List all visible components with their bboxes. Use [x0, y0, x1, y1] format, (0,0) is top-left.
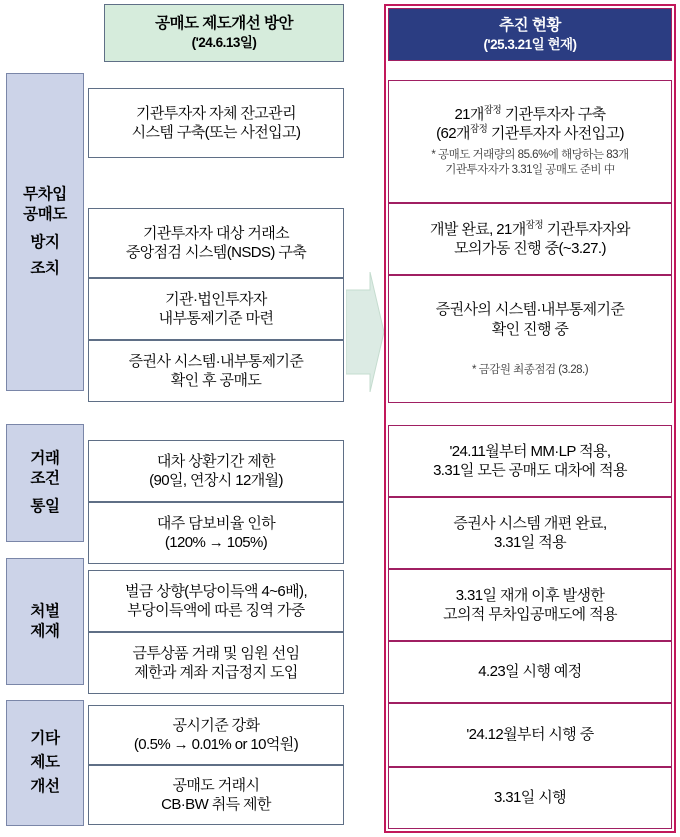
status-note: * 금감원 최종점검 (3.28.): [471, 363, 589, 376]
flow-arrow-icon: [346, 272, 384, 392]
status-box-1: [388, 80, 672, 203]
measure-box-5: 대차 상환기간 제한 (90일, 연장시 12개월): [88, 440, 344, 502]
status-line: 4.23일 시행 예정: [478, 663, 582, 681]
middle-header-subtitle: ('24.6.13일): [191, 35, 257, 51]
measure-box-9: 공시기준 강화 (0.5% → 0.01% or 10억원): [88, 705, 344, 765]
status-line: 고의적 무차입공매도에 적용: [443, 606, 617, 623]
measure-box-2: 기관투자자 대상 거래소 중앙점검 시스템(NSDS) 구축: [88, 208, 344, 278]
status-line: 3.31일 적용: [493, 534, 567, 551]
status-line: 3.31일 시행: [493, 789, 567, 807]
category-line: 제재: [30, 622, 60, 640]
category-line: 개선: [30, 777, 60, 795]
category-line: 거래: [30, 450, 60, 468]
status-line: 21개$^{잠정}$ 기관투자자 구축: [454, 105, 606, 124]
status-line: 확인 진행 중: [491, 320, 569, 338]
status-line: 증권사의 시스템·내부통제기준: [435, 301, 625, 319]
status-line: 3.31일 재개 이후 발생한: [455, 586, 605, 604]
status-line: 3.31일 모든 공매도 대차에 적용: [433, 462, 627, 479]
status-box-5: [388, 497, 672, 569]
measure-box-6: 대주 담보비율 인하 (120% → 105%): [88, 502, 344, 564]
status-line: '24.11월부터 MM·LP 적용,: [449, 442, 611, 460]
category-line: 조건: [30, 470, 60, 488]
category-line: 기타: [30, 730, 60, 748]
right-header-subtitle: ('25.3.21일 현재): [483, 36, 577, 52]
measure-box-1: 기관투자자 자체 잔고관리 시스템 구축(또는 사전입고): [88, 88, 344, 158]
category-line: 무차입: [23, 186, 67, 204]
right-header-title: 추진 현황: [499, 16, 561, 34]
category-line: 조치: [30, 259, 60, 277]
category-line: 처벌: [30, 602, 60, 620]
status-note: 기관투자자가 3.31일 공매도 준비 中: [445, 164, 615, 177]
status-box-6: [388, 569, 672, 641]
status-line: 모의가동 진행 중(~3.27.): [454, 240, 606, 257]
status-box-7: [388, 641, 672, 703]
status-line: '24.12월부터 시행 중: [466, 726, 594, 744]
category-line: 방지: [30, 234, 60, 251]
middle-header-title: 공매도 제도개선 방안: [155, 15, 293, 33]
middle-column-header: [104, 4, 344, 62]
status-line: 개발 완료, 21개$^{잠정}$ 기관투자자와: [430, 219, 630, 238]
category-other-improvements: [6, 700, 84, 826]
status-box-2: [388, 203, 672, 275]
status-line: 증권사 시스템 개편 완료,: [453, 514, 607, 532]
category-penalties: [6, 558, 84, 685]
measure-box-8: 금투상품 거래 및 임원 선임 제한과 계좌 지급정지 도입: [88, 632, 344, 694]
measure-box-10: 공매도 거래시 CB·BW 취득 제한: [88, 765, 344, 825]
measure-box-4: 증권사 시스템·내부통제기준 확인 후 공매도: [88, 340, 344, 402]
category-trading-conditions: [6, 424, 84, 542]
status-box-4: [388, 425, 672, 497]
measure-box-3: 기관·법인투자자 내부통제기준 마련: [88, 278, 344, 340]
status-line: (62개$^{잠정}$ 기관투자자 사전입고): [436, 124, 624, 143]
status-box-8: [388, 703, 672, 767]
category-line: 공매도: [23, 206, 67, 224]
category-line: 제도: [30, 754, 60, 772]
measure-box-7: 벌금 상향(부당이득액 4~6배), 부당이득액에 따른 징역 가중: [88, 570, 344, 632]
right-column-header: [388, 8, 672, 61]
status-box-3: [388, 275, 672, 403]
status-note: * 공매도 거래량의 85.6%에 해당하는 83개: [431, 149, 629, 162]
category-short-selling-prevention: [6, 73, 84, 391]
category-line: 통일: [30, 497, 60, 515]
status-box-9: [388, 767, 672, 829]
